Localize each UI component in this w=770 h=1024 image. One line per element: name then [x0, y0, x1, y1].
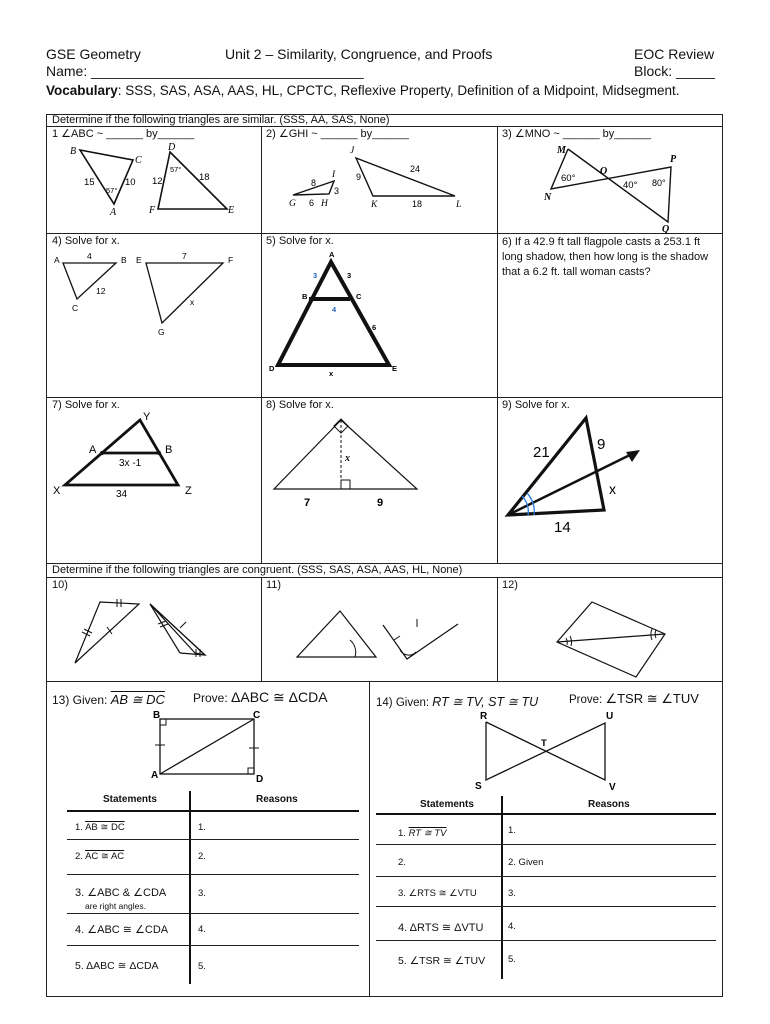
block-field[interactable]: Block: _____ — [634, 63, 715, 79]
label-k: K — [371, 200, 378, 210]
side-12: 12 — [96, 286, 106, 296]
table14-reasons-header: Reasons — [588, 799, 630, 810]
label-c5: C — [356, 292, 362, 301]
statement: AB ≅ DC — [85, 822, 125, 833]
label-g4: G — [158, 327, 165, 337]
label-z7: Z — [185, 485, 192, 497]
label-t14: T — [541, 738, 547, 749]
label-c: C — [135, 155, 142, 166]
table13-reason-1[interactable]: 1. — [198, 822, 206, 833]
side-3: 3 — [334, 186, 340, 196]
table14-reason-2: 2. Given — [508, 857, 544, 868]
problem-7-label: 7) Solve for x. — [52, 399, 120, 411]
statement: RT ≅ TV — [408, 828, 447, 839]
statement: ∠RTS ≅ ∠VTU — [408, 888, 477, 899]
row-number: 3. — [398, 888, 406, 899]
side-9: 9 — [356, 172, 362, 182]
problem-8-label: 8) Solve for x. — [266, 399, 334, 411]
angle-40: 40° — [623, 180, 638, 191]
label-a7: A — [89, 444, 97, 456]
statement: ∠ABC ≅ ∠CDA — [87, 924, 169, 936]
table13-reason-5[interactable]: 5. — [198, 961, 206, 972]
label-b13: B — [153, 710, 161, 721]
label-v14: V — [609, 782, 616, 793]
base-length: 34 — [116, 489, 128, 500]
statement: ∠ABC & ∠CDA — [87, 887, 167, 899]
table13-row-3-cont: are right angles. — [85, 901, 146, 911]
label-r14: R — [480, 711, 488, 722]
angle-60: 60° — [561, 173, 576, 184]
table14-reason-5[interactable]: 5. — [508, 954, 516, 965]
label-d5: D — [269, 364, 275, 373]
label-h: H — [321, 199, 328, 209]
label-a: A — [110, 207, 117, 218]
side-8: 8 — [311, 178, 317, 188]
problem-10-label: 10) — [52, 579, 68, 591]
statement: AC ≅ AC — [85, 851, 125, 862]
side-3-left: 3 — [313, 271, 318, 280]
proof13-prove-label: Prove: — [193, 691, 228, 705]
row-number: 2. — [75, 851, 83, 862]
proof14-given-label: 14) Given: — [376, 697, 430, 709]
row-number: 4. — [398, 922, 408, 934]
bowtie-rstuv — [486, 722, 605, 780]
row-number: 5. — [398, 955, 407, 967]
side-4: 4 — [87, 251, 92, 261]
midsegment-length: 3x -1 — [119, 458, 142, 469]
label-a13: A — [151, 770, 159, 781]
row-number: 4. — [75, 924, 85, 936]
label-p: P — [670, 154, 677, 165]
side-24: 24 — [410, 164, 421, 174]
label-y7: Y — [143, 411, 151, 423]
congruent-instruction: Determine if the following triangles are congruent. (SSS, SAS, ASA, AAS, HL, None) — [52, 564, 463, 576]
table14-statements-header: Statements — [420, 799, 474, 810]
row-number: 1. — [75, 822, 83, 833]
table14-row-rule — [376, 844, 716, 845]
proof13-prove-value: ΔABC ≅ ΔCDA — [231, 689, 328, 705]
statement: ΔRTS ≅ ΔVTU — [409, 922, 484, 934]
side-3-right: 3 — [347, 271, 352, 280]
table14-row-4 — [398, 921, 483, 934]
table14-row-5 — [398, 955, 485, 967]
side-4-mid: 4 — [332, 305, 337, 314]
side-6: 6 — [309, 198, 315, 208]
row-number: 5. — [75, 960, 84, 972]
label-l: L — [456, 200, 462, 210]
row-number: 1. — [398, 828, 406, 839]
label-e4: E — [136, 255, 142, 265]
label-o: O — [600, 166, 608, 177]
side-x: x — [190, 297, 195, 307]
table14-row-3 — [398, 888, 477, 899]
label-u14: U — [606, 711, 614, 722]
side-21: 21 — [533, 444, 550, 461]
label-f4: F — [228, 255, 234, 265]
table14-reason-4[interactable]: 4. — [508, 921, 516, 932]
proof13-given-label: 13) Given: — [52, 693, 108, 707]
label-x7: X — [53, 485, 61, 497]
label-g: G — [289, 199, 296, 209]
table13-reason-3[interactable]: 3. — [198, 888, 206, 899]
table14-divider — [501, 796, 503, 979]
table13-reason-4[interactable]: 4. — [198, 924, 206, 935]
table14-row-2 — [398, 857, 406, 868]
proof14-given-value: RT ≅ TV, ST ≅ TU — [432, 695, 539, 709]
label-c4: C — [72, 303, 79, 313]
vocab-label: Vocabulary — [46, 83, 118, 98]
label-e5: E — [392, 364, 398, 373]
angle-57b: 57° — [170, 165, 182, 174]
side-18: 18 — [412, 199, 423, 209]
table13-statements-header: Statements — [103, 794, 157, 805]
angle-57: 57° — [106, 186, 118, 195]
review-title: EOC Review — [634, 46, 715, 62]
table14-reason-3[interactable]: 3. — [508, 888, 516, 899]
similar-instruction: Determine if the following triangles are similar. (SSS, AA, SAS, None) — [52, 114, 390, 126]
problem-12-label: 12) — [502, 579, 518, 591]
problem-6-text: 6) If a 42.9 ft tall flagpole casts a 253.1 ft long shadow, then how long is the shadow that a 6.2 ft. tall woman casts? — [502, 236, 709, 278]
label-f: F — [149, 205, 156, 216]
label-s14: S — [475, 781, 482, 792]
table13-reasons-header: Reasons — [256, 794, 298, 805]
table14-reason-1[interactable]: 1. — [508, 825, 516, 836]
statement: ΔABC ≅ ΔCDA — [86, 960, 159, 972]
proof14-prove-value: ∠TSR ≅ ∠TUV — [605, 691, 699, 706]
unit-title: Unit 2 – Similarity, Congruence, and Proofs — [225, 46, 493, 62]
problem-3-label: 3) ∠MNO ~ ______ by______ — [502, 128, 651, 140]
label-b5: B — [302, 292, 308, 301]
course-title: GSE Geometry — [46, 46, 141, 62]
table13-reason-2[interactable]: 2. — [198, 851, 206, 862]
label-d13: D — [256, 774, 264, 785]
name-field[interactable]: Name: ___________________________________ — [46, 63, 364, 79]
label-d: D — [168, 142, 176, 153]
side-7: 7 — [182, 251, 187, 261]
label-b7: B — [165, 444, 173, 456]
label-j: J — [350, 146, 355, 156]
proof13-given-value: AB ≅ DC — [110, 692, 165, 707]
problem-4-label: 4) Solve for x. — [52, 235, 120, 247]
side-14: 14 — [554, 519, 571, 536]
label-i: I — [332, 170, 336, 180]
side-9-9: 9 — [597, 436, 606, 453]
problem-11-label: 11) — [266, 579, 282, 591]
label-e: E — [228, 205, 235, 216]
label-a4: A — [54, 255, 60, 265]
side-15: 15 — [84, 177, 95, 188]
table14-row-rule — [376, 906, 716, 907]
statement: ∠TSR ≅ ∠TUV — [409, 955, 486, 967]
table14-row-rule — [376, 876, 716, 877]
row-number: 3. — [75, 887, 85, 899]
label-b: B — [70, 146, 77, 157]
angle-80: 80° — [652, 178, 666, 188]
vocab-text: : SSS, SAS, ASA, AAS, HL, CPCTC, Reflexive Property, Definition of a Midpoint, Midsegment. — [117, 83, 680, 98]
problem-9-label: 9) Solve for x. — [502, 399, 570, 411]
side-12: 12 — [152, 176, 163, 187]
proof14-prove-label: Prove: — [569, 694, 603, 706]
table14-row-rule — [376, 940, 716, 941]
segment-9: 9 — [377, 497, 384, 509]
row-number: 2. — [398, 857, 406, 868]
problem-5-label: 5) Solve for x. — [266, 235, 334, 247]
side-6: 6 — [372, 323, 377, 332]
problem-2-label: 2) ∠GHI ~ ______ by______ — [266, 128, 409, 140]
label-c13: C — [253, 710, 261, 721]
label-q: Q — [662, 224, 670, 235]
label-a5: A — [329, 250, 335, 259]
table14-header-rule — [376, 813, 716, 815]
problem-1-label: 1 ∠ABC ~ ______ by______ — [52, 128, 195, 140]
table14-row-1 — [398, 828, 446, 839]
label-b4: B — [121, 255, 127, 265]
label-x8: x — [345, 453, 350, 464]
side-18: 18 — [199, 172, 210, 183]
side-x9: x — [609, 481, 616, 497]
segment-7: 7 — [304, 497, 311, 509]
side-10: 10 — [125, 177, 136, 188]
label-n: N — [544, 192, 552, 203]
label-m: M — [557, 145, 566, 156]
side-x5: x — [329, 369, 334, 378]
